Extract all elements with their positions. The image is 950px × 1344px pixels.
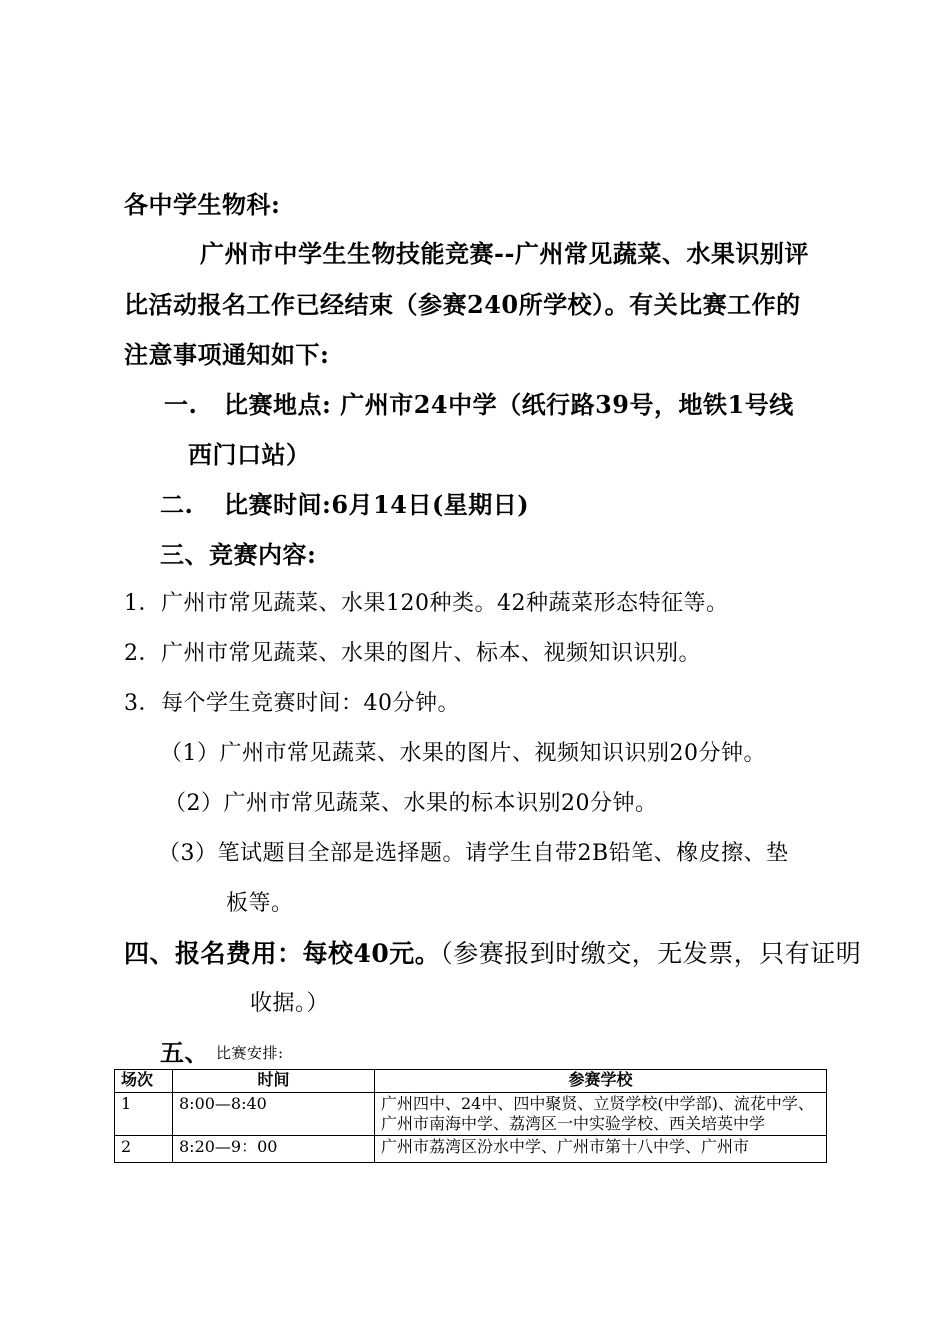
fee-amount: 四、报名费用：每校40元。 [124, 939, 441, 968]
intro-line-2: 比活动报名工作已经结束（参赛240所学校）。有关比赛工作的 [124, 290, 801, 319]
sub-item-3: （3）笔试题目全部是选择题。请学生自带2B铅笔、橡皮擦、垫 [158, 841, 789, 866]
schedule-table [114, 1069, 827, 1163]
schools-cell: 广州四中、24中、四中聚贤、立贤学校(中学部)、流花中学、广州市南海中学、荔湾区一中实验学校、西关培英中学 [375, 1093, 827, 1136]
item-3-heading: 三、竞赛内容: [160, 540, 317, 569]
item-5-marker: 五、 [160, 1038, 209, 1067]
sub-item-2: （2）广州市常见蔬菜、水果的标本识别20分钟。 [164, 791, 658, 816]
sub-item-1: （1）广州市常见蔬菜、水果的图片、视频知识识别20分钟。 [160, 741, 766, 766]
content-line-3: 3．每个学生竞赛时间：40分钟。 [124, 691, 460, 716]
session-cell: 1 [115, 1093, 173, 1136]
header-session: 场次 [115, 1070, 173, 1093]
item-1-location-cont: 西门口站） [188, 440, 311, 469]
item-1-marker: 一. [164, 390, 198, 419]
content-line-1: 1．广州市常见蔬菜、水果120种类。42种蔬菜形态特征等。 [124, 591, 729, 616]
item-2-time: 比赛时间:6月14日(星期日) [224, 490, 530, 519]
schools-cell: 广州市荔湾区汾水中学、广州市第十八中学、广州市 [375, 1136, 827, 1163]
salutation: 各中学生物科: [124, 190, 281, 219]
content-line-2: 2．广州市常见蔬菜、水果的图片、标本、视频知识识别。 [124, 641, 701, 666]
session-cell: 2 [115, 1136, 173, 1163]
table-row [115, 1136, 827, 1163]
time-cell: 8:00—8:40 [173, 1093, 375, 1136]
fee-note: （参赛报到时缴交，无发票，只有证明 [440, 939, 862, 968]
header-time: 时间 [173, 1070, 375, 1093]
sub-item-3-cont: 板等。 [226, 891, 294, 916]
header-schools: 参赛学校 [375, 1070, 827, 1093]
table-row [115, 1093, 827, 1136]
intro-line-3: 注意事项通知如下: [124, 340, 330, 369]
item-2-marker: 二. [160, 490, 194, 519]
fee-note-cont: 收据。） [250, 991, 330, 1016]
item-5-text: 比赛安排: [216, 1044, 284, 1062]
item-1-location: 比赛地点: 广州市24中学（纸行路39号，地铁1号线 [224, 390, 794, 419]
time-cell: 8:20—9：00 [173, 1136, 375, 1163]
table-header-row [115, 1070, 827, 1093]
intro-line-1: 广州市中学生生物技能竞赛--广州常见蔬菜、水果识别评 [200, 239, 809, 268]
fee-line [124, 934, 861, 970]
